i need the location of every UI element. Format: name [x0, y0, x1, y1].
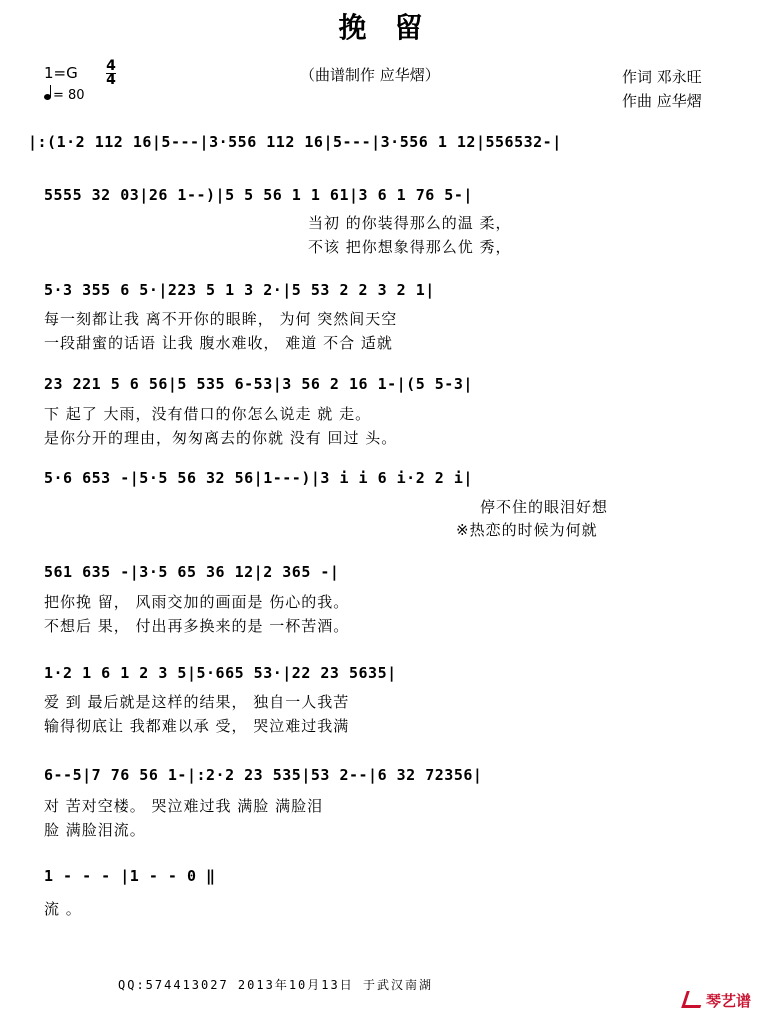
- notation-row-9: 1 - - - |1 - - 0 ‖: [44, 867, 216, 885]
- lyric-row-2-verse-2: 不该 把你想象得那么优 秀，: [308, 238, 512, 256]
- lyric-row-3-verse-1: 每一刻都让我 离不开你的眼眸， 为何 突然间天空: [44, 310, 398, 328]
- lyric-row-4-verse-1: 下 起了 大雨，没有借口的你怎么说走 就 走。: [44, 405, 372, 423]
- quarter-note-icon: [44, 94, 51, 100]
- footer-note: QQ:574413027 2013年10月13日 于武汉南湖: [118, 978, 433, 992]
- tempo-marking: [44, 88, 85, 103]
- notation-row-6: 561 635 -|3·5 65 36 12|2 365 -|: [44, 563, 340, 581]
- lyric-row-2-verse-1: 当初 的你装得那么的温 柔，: [308, 214, 512, 232]
- lyric-row-8-verse-2: 脸 满脸泪流。: [44, 821, 146, 839]
- site-logo: [684, 990, 751, 1011]
- lyric-row-7-verse-2: 输得彻底让 我都难以承 受， 哭泣难过我满: [44, 717, 350, 735]
- tempo-value: = 80: [53, 88, 85, 103]
- lyric-row-5-verse-2: ※热恋的时候为何就: [456, 521, 598, 539]
- lyric-row-3-verse-2: 一段甜蜜的话语 让我 腹水难收， 难道 不合 适就: [44, 334, 393, 352]
- notation-row-4: 23 221 5 6 56|5 535 6-53|3 56 2 16 1-|(5 5-3|: [44, 375, 473, 393]
- lyric-row-7-verse-1: 爱 到 最后就是这样的结果， 独自一人我苦: [44, 693, 350, 711]
- lyric-row-6-verse-2: 不想后 果， 付出再多换来的是 一杯苦酒。: [44, 617, 350, 635]
- composer: 作曲 应华熠: [622, 92, 702, 110]
- logo-text: 琴艺谱: [705, 992, 751, 1010]
- notation-row-8: 6--5|7 76 56 1-|:2·2 23 535|53 2--|6 32 72356|: [44, 766, 483, 784]
- time-signature-bottom: 4: [106, 72, 116, 88]
- lyric-row-9-verse-1: 流 。: [44, 900, 82, 918]
- time-signature-top: 4: [106, 58, 116, 74]
- notation-row-2: 5555 32 03|26 1--)|5 5 56 1 1 61|3 6 1 76 5-|: [44, 186, 473, 204]
- key-signature: 1=G: [44, 64, 78, 82]
- logo-icon: [681, 991, 706, 1008]
- notation-row-1: |:(1·2 112 16|5---|3·556 112 16|5---|3·556 1 12|556532-|: [28, 133, 562, 151]
- lyric-row-4-verse-2: 是你分开的理由，匆匆离去的你就 没有 回过 头。: [44, 429, 398, 447]
- lyric-row-5-verse-1: 停不住的眼泪好想: [480, 498, 609, 516]
- song-title: 挽留: [338, 11, 451, 44]
- score-credit: （曲谱制作 应华熠）: [300, 66, 440, 84]
- lyric-row-6-verse-1: 把你挽 留， 风雨交加的画面是 伤心的我。: [44, 593, 350, 611]
- notation-row-3: 5·3 355 6 5·|223 5 1 3 2·|5 53 2 2 3 2 1|: [44, 281, 435, 299]
- time-signature: [104, 60, 118, 87]
- notation-row-5: 5·6 653 -|5·5 56 32 56|1---)|3 i i 6 i·2 2 i|: [44, 469, 473, 487]
- notation-row-7: 1·2 1 6 1 2 3 5|5·665 53·|22 23 5635|: [44, 664, 397, 682]
- lyric-row-8-verse-1: 对 苦对空楼。 哭泣难过我 满脸 满脸泪: [44, 797, 324, 815]
- lyricist: 作词 邓永旺: [622, 68, 702, 86]
